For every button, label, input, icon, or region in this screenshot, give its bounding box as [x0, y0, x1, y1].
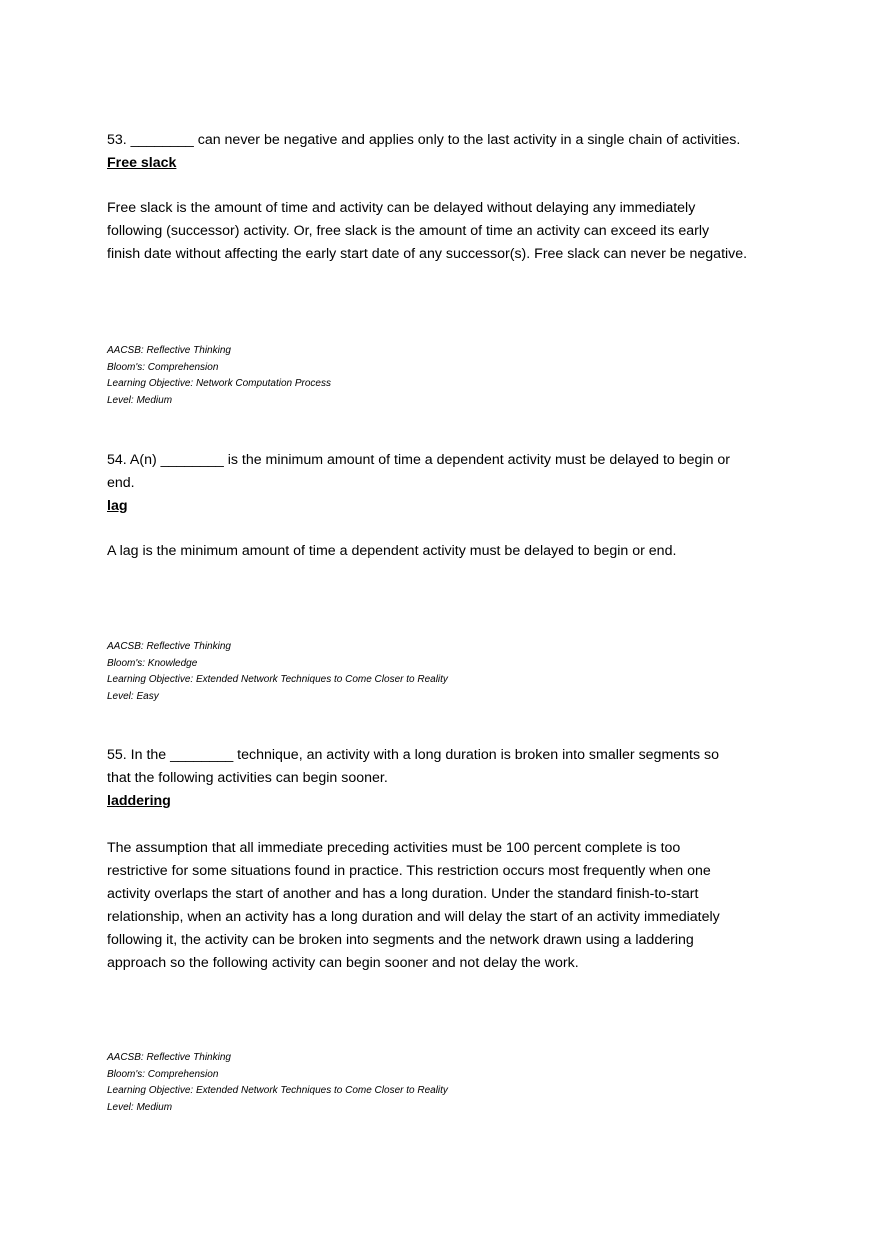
explanation-line: approach so the following activity can begin sooner and not delay the work. — [107, 955, 579, 971]
meta-aacsb: AACSB: Reflective Thinking — [107, 1052, 231, 1063]
meta-level: Level: Medium — [107, 394, 173, 406]
meta-level: Level: Easy — [107, 690, 159, 702]
question-text: 54. A(n) ________ is the minimum amount of time a dependent activity must be delayed to begin or — [107, 452, 731, 468]
explanation-line: relationship, when an activity has a long duration and will delay the start of an activity immediately — [107, 909, 720, 925]
answer: lag — [107, 498, 128, 514]
question-text: end. — [107, 475, 135, 491]
meta-level: Level: Medium — [107, 1101, 173, 1113]
question-55 — [107, 744, 719, 813]
metadata-55 — [107, 1050, 448, 1116]
explanation-line: Free slack is the amount of time and activity can be delayed without delaying any immediately — [107, 200, 696, 216]
explanation-line: following (successor) activity. Or, free slack is the amount of time an activity can exceed its early — [107, 223, 710, 239]
question-text: 55. In the ________ technique, an activity with a long duration is broken into smaller segments so — [107, 747, 720, 763]
meta-objective: Learning Objective: Network Computation Process — [107, 378, 331, 389]
explanation-line: restrictive for some situations found in practice. This restriction occurs most frequently when one — [107, 863, 711, 879]
metadata-53 — [107, 343, 331, 409]
meta-objective: Learning Objective: Extended Network Techniques to Come Closer to Reality — [107, 1085, 448, 1096]
explanation-55 — [107, 837, 720, 975]
meta-blooms: Bloom's: Knowledge — [107, 657, 198, 669]
explanation-54 — [107, 540, 676, 563]
answer: laddering — [107, 793, 171, 809]
explanation-line: following it, the activity can be broken into segments and the network drawn using a laddering — [107, 932, 694, 948]
answer: Free slack — [107, 155, 177, 171]
explanation-line: The assumption that all immediate preceding activities must be 100 percent complete is too — [107, 840, 681, 856]
meta-blooms: Bloom's: Comprehension — [107, 361, 219, 373]
question-53 — [107, 129, 740, 175]
explanation-line: A lag is the minimum amount of time a dependent activity must be delayed to begin or end. — [107, 543, 677, 559]
question-54 — [107, 449, 730, 518]
meta-blooms: Bloom's: Comprehension — [107, 1068, 219, 1080]
explanation-53 — [107, 197, 747, 266]
explanation-line: finish date without affecting the early start date of any successor(s). Free slack can never be negative. — [107, 246, 748, 262]
meta-aacsb: AACSB: Reflective Thinking — [107, 641, 231, 652]
question-text: 53. ________ can never be negative and applies only to the last activity in a single chain of activities. — [107, 132, 741, 148]
meta-aacsb: AACSB: Reflective Thinking — [107, 345, 231, 356]
question-text: that the following activities can begin sooner. — [107, 770, 388, 786]
meta-objective: Learning Objective: Extended Network Techniques to Come Closer to Reality — [107, 674, 448, 685]
explanation-line: activity overlaps the start of another and has a long duration. Under the standard finish-to-start — [107, 886, 699, 902]
metadata-54 — [107, 639, 448, 705]
